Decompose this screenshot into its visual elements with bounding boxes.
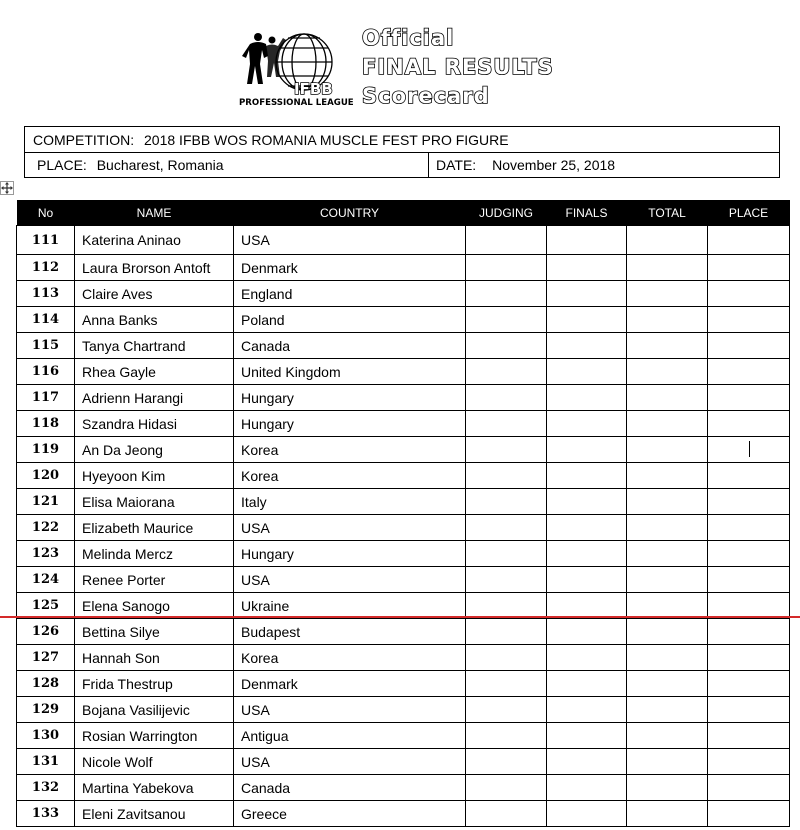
cell-judging[interactable]	[466, 226, 547, 255]
table-row	[17, 226, 790, 255]
date-value: November 25, 2018	[492, 157, 616, 173]
cell-judging[interactable]	[466, 645, 547, 671]
cell-total[interactable]	[627, 749, 708, 775]
cell-place[interactable]	[708, 749, 790, 775]
header-judging: JUDGING	[466, 200, 547, 226]
cell-finals[interactable]	[547, 645, 627, 671]
cell-name: Rhea Gayle	[75, 359, 234, 385]
cell-judging[interactable]	[466, 567, 547, 593]
table-row	[17, 801, 790, 827]
cell-country: Denmark	[234, 255, 466, 281]
cell-total[interactable]	[627, 359, 708, 385]
cell-finals[interactable]	[547, 463, 627, 489]
svg-text:PROFESSIONAL LEAGUE: PROFESSIONAL LEAGUE	[239, 98, 354, 108]
date-cell	[429, 153, 615, 178]
cell-finals[interactable]	[547, 226, 627, 255]
cell-place[interactable]	[708, 385, 790, 411]
cell-no: 126	[17, 619, 75, 645]
cell-place[interactable]	[708, 489, 790, 515]
table-row	[17, 749, 790, 775]
title-line-1: Official	[362, 26, 455, 50]
table-row	[17, 255, 790, 281]
cell-place[interactable]	[708, 463, 790, 489]
cell-judging[interactable]	[466, 411, 547, 437]
cell-country: Korea	[234, 645, 466, 671]
cell-judging[interactable]	[466, 723, 547, 749]
table-row	[17, 593, 790, 619]
results-table	[16, 200, 790, 827]
cell-no: 130	[17, 723, 75, 749]
cell-name: Claire Aves	[75, 281, 234, 307]
cell-judging[interactable]	[466, 333, 547, 359]
table-row	[17, 541, 790, 567]
competition-row	[25, 127, 779, 153]
cell-judging[interactable]	[466, 281, 547, 307]
cell-finals[interactable]	[547, 281, 627, 307]
scorecard-title	[362, 24, 554, 111]
cell-name: Elizabeth Maurice	[75, 515, 234, 541]
table-row	[17, 515, 790, 541]
cell-no: 114	[17, 307, 75, 333]
cell-country: USA	[234, 749, 466, 775]
competition-label: COMPETITION:	[33, 132, 135, 148]
cell-country: Greece	[234, 801, 466, 827]
cell-country: Korea	[234, 437, 466, 463]
cell-total[interactable]	[627, 515, 708, 541]
cell-total[interactable]	[627, 801, 708, 827]
cell-no: 131	[17, 749, 75, 775]
cell-total[interactable]	[627, 333, 708, 359]
cell-name: Eleni Zavitsanou	[75, 801, 234, 827]
table-row	[17, 645, 790, 671]
cell-total[interactable]	[627, 489, 708, 515]
cell-country: USA	[234, 697, 466, 723]
cell-no: 113	[17, 281, 75, 307]
cell-place[interactable]	[708, 359, 790, 385]
cell-no: 117	[17, 385, 75, 411]
cell-name: Nicole Wolf	[75, 749, 234, 775]
cell-total[interactable]	[627, 463, 708, 489]
cell-place[interactable]	[708, 723, 790, 749]
table-row	[17, 385, 790, 411]
cell-no: 128	[17, 671, 75, 697]
table-row	[17, 775, 790, 801]
cell-no: 129	[17, 697, 75, 723]
cell-finals[interactable]	[547, 593, 627, 619]
cell-no: 125	[17, 593, 75, 619]
athletes-icon	[242, 33, 286, 84]
cell-country: Denmark	[234, 671, 466, 697]
cell-finals[interactable]	[547, 801, 627, 827]
cell-place[interactable]	[708, 801, 790, 827]
table-row	[17, 671, 790, 697]
cell-judging[interactable]	[466, 307, 547, 333]
table-row	[17, 567, 790, 593]
cell-country: Antigua	[234, 723, 466, 749]
cell-judging[interactable]	[466, 489, 547, 515]
cell-finals[interactable]	[547, 489, 627, 515]
cell-finals[interactable]	[547, 307, 627, 333]
cell-name: An Da Jeong	[75, 437, 234, 463]
table-row	[17, 333, 790, 359]
cell-name: Bojana Vasilijevic	[75, 697, 234, 723]
table-row	[17, 359, 790, 385]
header-place: PLACE	[708, 200, 790, 226]
page-margin-line	[0, 616, 800, 618]
cell-name: Szandra Hidasi	[75, 411, 234, 437]
cell-place[interactable]	[708, 697, 790, 723]
cell-country: USA	[234, 567, 466, 593]
cell-judging[interactable]	[466, 541, 547, 567]
cell-no: 133	[17, 801, 75, 827]
cell-total[interactable]	[627, 411, 708, 437]
cell-place[interactable]	[708, 307, 790, 333]
cell-no: 127	[17, 645, 75, 671]
cell-finals[interactable]	[547, 359, 627, 385]
cell-no: 132	[17, 775, 75, 801]
cell-country: Italy	[234, 489, 466, 515]
cell-no: 121	[17, 489, 75, 515]
cell-finals[interactable]	[547, 723, 627, 749]
cell-finals[interactable]	[547, 255, 627, 281]
cell-total[interactable]	[627, 541, 708, 567]
cell-country: United Kingdom	[234, 359, 466, 385]
cell-country: USA	[234, 226, 466, 255]
cell-place[interactable]	[708, 567, 790, 593]
cell-name: Adrienn Harangi	[75, 385, 234, 411]
cell-place[interactable]	[708, 671, 790, 697]
table-row	[17, 411, 790, 437]
table-row	[17, 489, 790, 515]
cell-no: 123	[17, 541, 75, 567]
cell-total[interactable]	[627, 385, 708, 411]
cell-finals[interactable]	[547, 671, 627, 697]
date-label: DATE:	[436, 157, 477, 173]
cell-finals[interactable]	[547, 333, 627, 359]
table-move-handle[interactable]	[0, 181, 14, 195]
cell-name: Tanya Chartrand	[75, 333, 234, 359]
cell-judging[interactable]	[466, 255, 547, 281]
cell-judging[interactable]	[466, 515, 547, 541]
cell-place[interactable]	[708, 255, 790, 281]
cell-name: Renee Porter	[75, 567, 234, 593]
cell-no: 122	[17, 515, 75, 541]
cell-country: Hungary	[234, 411, 466, 437]
cell-finals[interactable]	[547, 697, 627, 723]
cell-place[interactable]	[708, 226, 790, 255]
cell-name: Frida Thestrup	[75, 671, 234, 697]
cell-country: Poland	[234, 307, 466, 333]
title-line-3: Scorecard	[362, 84, 490, 108]
cell-total[interactable]	[627, 645, 708, 671]
cell-no: 120	[17, 463, 75, 489]
table-row	[17, 281, 790, 307]
place-value: Bucharest, Romania	[96, 157, 224, 173]
title-line-2: FINAL RESULTS	[362, 55, 554, 79]
cell-place[interactable]	[708, 593, 790, 619]
move-arrows-icon	[1, 182, 13, 194]
cell-name: Katerina Aninao	[75, 226, 234, 255]
cell-judging[interactable]	[466, 671, 547, 697]
cell-finals[interactable]	[547, 619, 627, 645]
competition-value: 2018 IFBB WOS ROMANIA MUSCLE FEST PRO FIGURE	[144, 132, 509, 148]
cell-total[interactable]	[627, 567, 708, 593]
place-label: PLACE:	[37, 157, 87, 173]
cell-name: Elena Sanogo	[75, 593, 234, 619]
cell-country: USA	[234, 515, 466, 541]
header-finals: FINALS	[547, 200, 627, 226]
cell-no: 124	[17, 567, 75, 593]
header-country: COUNTRY	[234, 200, 466, 226]
cell-country: Canada	[234, 775, 466, 801]
cell-country: Canada	[234, 333, 466, 359]
cell-judging[interactable]	[466, 359, 547, 385]
cell-judging[interactable]	[466, 385, 547, 411]
cell-country: Budapest	[234, 619, 466, 645]
cell-total[interactable]	[627, 226, 708, 255]
cell-total[interactable]	[627, 307, 708, 333]
cell-judging[interactable]	[466, 775, 547, 801]
cell-no: 116	[17, 359, 75, 385]
cell-place[interactable]	[708, 515, 790, 541]
table-row	[17, 619, 790, 645]
cell-finals[interactable]	[547, 749, 627, 775]
header-no: No	[17, 200, 75, 226]
cell-name: Elisa Maiorana	[75, 489, 234, 515]
table-row	[17, 437, 790, 463]
cell-total[interactable]	[627, 697, 708, 723]
cell-finals[interactable]	[547, 385, 627, 411]
cell-judging[interactable]	[466, 749, 547, 775]
header-name: NAME	[75, 200, 234, 226]
cell-judging[interactable]	[466, 463, 547, 489]
cell-country: Korea	[234, 463, 466, 489]
cell-place[interactable]	[708, 619, 790, 645]
cell-country: Hungary	[234, 541, 466, 567]
cell-no: 119	[17, 437, 75, 463]
svg-text:IFBB: IFBB	[294, 80, 333, 98]
cell-total[interactable]	[627, 281, 708, 307]
cell-name: Rosian Warrington	[75, 723, 234, 749]
cell-name: Bettina Silye	[75, 619, 234, 645]
ifbb-logo	[236, 28, 354, 108]
cell-name: Martina Yabekova	[75, 775, 234, 801]
cell-name: Anna Banks	[75, 307, 234, 333]
table-row	[17, 307, 790, 333]
cell-place[interactable]	[708, 411, 790, 437]
cell-place[interactable]	[708, 333, 790, 359]
cell-name: Melinda Mercz	[75, 541, 234, 567]
cell-place[interactable]	[708, 775, 790, 801]
cell-country: Ukraine	[234, 593, 466, 619]
cell-finals[interactable]	[547, 775, 627, 801]
cell-name: Hannah Son	[75, 645, 234, 671]
table-header-row	[17, 200, 790, 226]
cell-total[interactable]	[627, 619, 708, 645]
table-row	[17, 463, 790, 489]
cell-total[interactable]	[627, 593, 708, 619]
cell-no: 111	[17, 226, 75, 255]
cell-total[interactable]	[627, 671, 708, 697]
cell-place[interactable]	[708, 645, 790, 671]
cell-place[interactable]	[708, 541, 790, 567]
cell-total[interactable]	[627, 255, 708, 281]
cell-judging[interactable]	[466, 619, 547, 645]
cell-finals[interactable]	[547, 437, 627, 463]
place-cell	[25, 153, 429, 178]
cell-no: 115	[17, 333, 75, 359]
cell-no: 118	[17, 411, 75, 437]
header-total: TOTAL	[627, 200, 708, 226]
cell-name: Hyeyoon Kim	[75, 463, 234, 489]
cell-judging[interactable]	[466, 437, 547, 463]
cell-total[interactable]	[627, 723, 708, 749]
cell-place[interactable]	[708, 281, 790, 307]
table-row	[17, 697, 790, 723]
cell-finals[interactable]	[547, 411, 627, 437]
cell-judging[interactable]	[466, 593, 547, 619]
cell-finals[interactable]	[547, 515, 627, 541]
cell-total[interactable]	[627, 775, 708, 801]
cell-no: 112	[17, 255, 75, 281]
event-info-box	[24, 126, 780, 178]
cell-name: Laura Brorson Antoft	[75, 255, 234, 281]
text-cursor	[749, 441, 750, 457]
cell-judging[interactable]	[466, 801, 547, 827]
cell-total[interactable]	[627, 437, 708, 463]
cell-country: Hungary	[234, 385, 466, 411]
cell-finals[interactable]	[547, 541, 627, 567]
cell-country: England	[234, 281, 466, 307]
cell-finals[interactable]	[547, 567, 627, 593]
cell-judging[interactable]	[466, 697, 547, 723]
table-row	[17, 723, 790, 749]
